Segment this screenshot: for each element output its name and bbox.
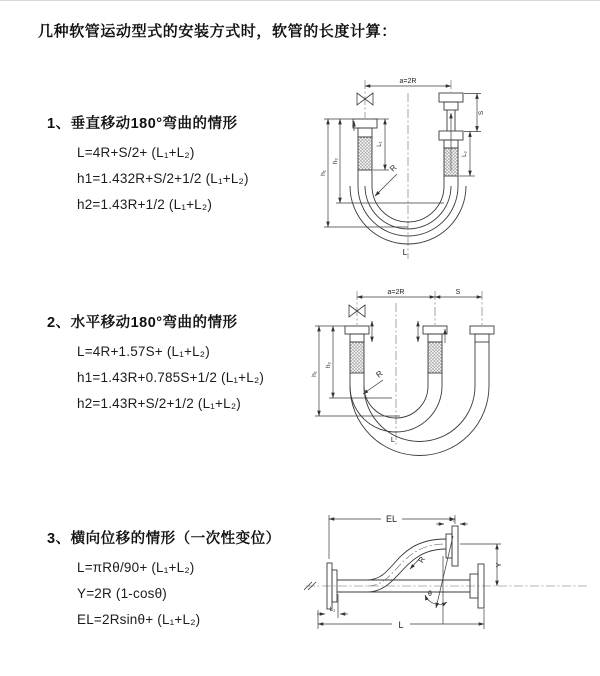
diagram-lateral-displacement [298, 506, 600, 656]
dim-label-el: EL [385, 514, 398, 524]
formula-el: EL=2Rsinθ+ (L₁+L₂) [77, 612, 201, 627]
length-label: L [398, 620, 404, 630]
diagram-horizontal-180-bend [300, 281, 600, 476]
formula-l: L=4R+1.57S+ (L₁+L₂) [77, 344, 210, 359]
dim-label-h1: h₁ [320, 170, 327, 176]
dim-label-l2: L₂ [449, 517, 455, 523]
formula-l: L=πRθ/90+ (L₁+L₂) [77, 560, 195, 575]
diagram-vertical-180-bend [308, 63, 588, 268]
dim-label-a2r: a=2R [387, 289, 405, 296]
dimension-lines [317, 515, 501, 629]
length-label: L [390, 435, 396, 444]
angle-label: θ [428, 591, 432, 598]
hose-u-bend [350, 373, 489, 456]
dimension-lines [315, 297, 482, 416]
section-3-heading: 3、横向位移的情形（一次性变位） [47, 531, 281, 547]
formula-h2: h2=1.43R+1/2 (L₁+L₂) [77, 197, 213, 212]
formula-l: L=4R+S/2+ (L₁+L₂) [77, 145, 195, 160]
dim-label-a2r: a=2R [399, 78, 417, 85]
radius-label: R [388, 163, 399, 174]
dim-label-l1: L₁ [329, 607, 336, 613]
middle-pipe-fitting [423, 326, 447, 373]
formula-h2: h2=1.43R+S/2+1/2 (L₁+L₂) [77, 396, 241, 411]
dim-label-l1: L₁ [377, 141, 383, 147]
section-1-heading: 1、垂直移动180°弯曲的情形 [47, 116, 238, 132]
dim-label-y: Y [494, 562, 503, 568]
radius-label: R [374, 368, 385, 380]
dim-label-s: S [455, 289, 461, 296]
length-label: L [402, 247, 408, 257]
left-pipe-fitting [353, 119, 377, 170]
dim-label-h1: h₁ [311, 371, 318, 377]
formula-y: Y=2R (1-cosθ) [77, 586, 168, 601]
section-2-heading: 2、水平移动180°弯曲的情形 [47, 315, 238, 331]
formula-h1: h1=1.432R+S/2+1/2 (L₁+L₂) [77, 171, 249, 186]
formula-h1: h1=1.43R+0.785S+1/2 (L₁+L₂) [77, 370, 265, 385]
left-pipe-fitting [345, 326, 369, 373]
dim-label-s: S [478, 110, 485, 116]
curved-hose-position [368, 526, 458, 592]
dim-label-l2: L₂ [462, 151, 468, 157]
page-title: 几种软管运动型式的安装方式时，软管的长度计算： [38, 23, 397, 40]
dim-label-h2: h₂ [325, 361, 332, 369]
dim-label-h2: h₂ [332, 157, 339, 165]
centerlines [365, 80, 451, 259]
radius-label: R [416, 554, 428, 565]
centerlines [357, 291, 482, 446]
moved-pipe-fitting [470, 326, 494, 386]
